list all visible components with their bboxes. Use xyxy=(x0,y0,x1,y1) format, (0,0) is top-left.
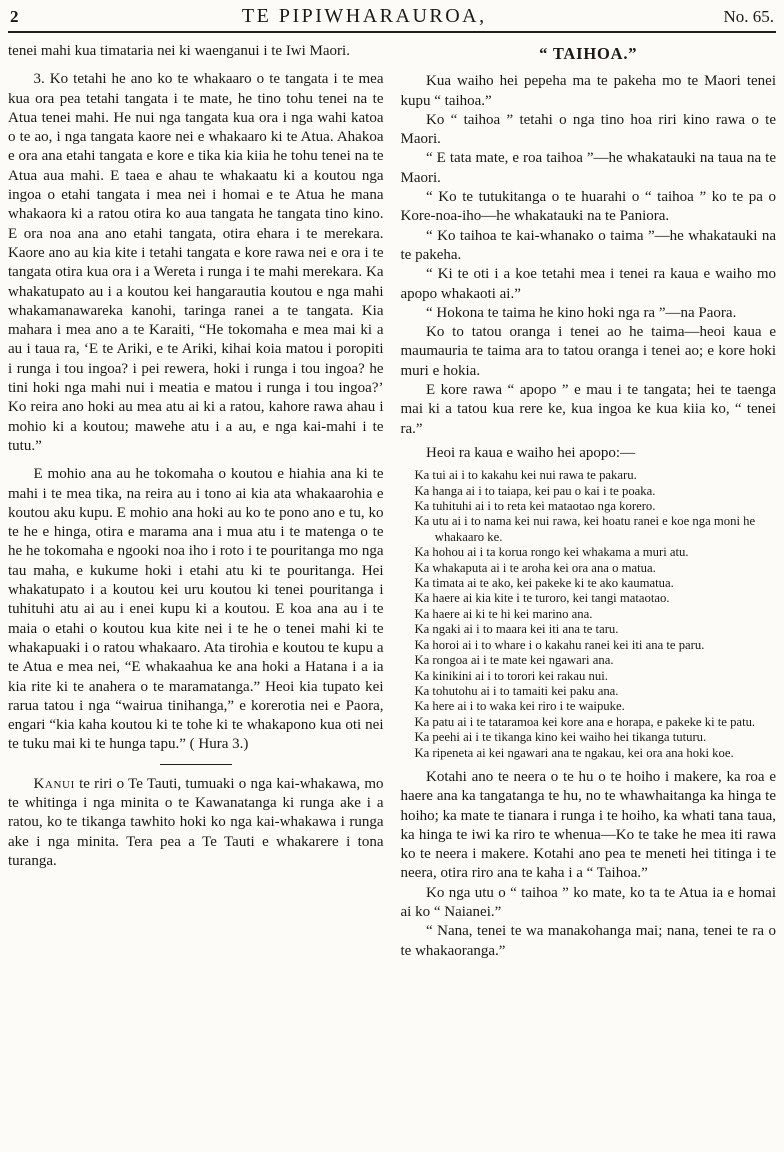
kanui-paragraph xyxy=(8,775,384,871)
body-paragraph: Ko “ taihoa ” tetahi o nga tino hoa riri kino rawa o te Maori. xyxy=(400,111,776,148)
proverb-item: Ka hanga ai i to taiapa, kei pau o kai i te poaka. xyxy=(414,483,656,498)
body-paragraph: “ Hokona te taima he kino hoki nga ra ”—na Paora. xyxy=(426,304,737,321)
body-paragraph: tenei mahi kua timataria nei ki waenganui i te Iwi Maori. xyxy=(8,43,350,59)
page-header xyxy=(8,5,776,28)
closing-paragraphs xyxy=(401,768,777,961)
body-paragraph: Ko to tatou oranga i tenei ao he taima—heoi kaua e maumauria te taima ara to tatou oranga i tenei ao; e kore hoki muri e hokia. xyxy=(400,324,776,379)
body-paragraph: Kotahi ano te neera o te hu o te hoiho i makere, ka roa e haere ana ka tangatanga te hu, no te whawhaitanga ka hinga te hoiho; ka mate te tianara i runga i te hoiho, ka whati tana taua, ka hinga te iwi ka riro te whenua—Ko te take he mea iti rawa ko te neera i makere. Kotahi ano pea te meneti hei titinga i te neera, otira riro ana te kaha i a “ Taihoa.” xyxy=(400,768,776,882)
columns-container xyxy=(8,42,776,961)
body-paragraph: E mohio ana au he tokomaha o koutou e hiahia ana ki te mahi i te mea tika, na reira au i tono ai kia ata whakaarohia e koutou aku kupu. E mohio ana hoki au ko te pono ano e tu, ko te he e hinga, otira e marama ana i mua atu i te matenga o te he he tokomaha e ngooki noa iho i roto i te pouritanga mo nga tau maha, e kukume hoki i etahi atu ki te pouritanga. Hei whakatupato i a koutou kei uru koutou ki tenei pouritanga i tuhituhi atu ai au i enei kupu ki a koutou. E koa ana au i te maia o etahi o koutou kua kite nei i te he o tenei mahi ki te whakapuaki i o ratou whakaaro. Ata tirohia e koutou te kupu a te Atua e mea nei, “E whakaahua ke ana hoki a Hatana i a ia kia rite ki te anahera o te maramatanga.” Heoi kia tupato kei rarua tatou i nga “wairua tinihanga,” e korerotia nei e Paora, engari “kia kaha koutou ki te tohe ki te whakapono kua oti nei te tuku mai ki te hunga tapu.” ( Hura 3.) xyxy=(8,466,384,753)
body-paragraph: “ Ki te oti i a koe tetahi mea i tenei ra kaua e waiho mo apopo whakaoti ai.” xyxy=(400,266,776,302)
body-paragraph: “ Ko taihoa te kai-whanako o taima ”—he whakatauki na te pakeha. xyxy=(400,227,776,263)
article-paragraphs xyxy=(401,72,777,463)
proverb-item: Ka ripeneta ai kei ngawari ana te ngakau, kei ora ana hoki koe. xyxy=(414,745,734,760)
newspaper-title: TE PIPIWHARAUROA, xyxy=(241,5,487,27)
body-paragraph: E kore rawa “ apopo ” e mau i te tangata; hei te taenga mai ki a tatou kua rere ke, kua ingoa ke kua kiia ko, “ tenei ra.” xyxy=(400,382,776,437)
proverb-item: Ka haere ai ki te hi kei marino ana. xyxy=(414,606,593,621)
body-paragraph: “ Nana, tenei te wa manakohanga mai; nana, tenei te ra o te whakaoranga.” xyxy=(400,923,776,959)
proverb-item: Ka rongoa ai i te mate kei ngawari ana. xyxy=(414,653,614,668)
proverb-item: Ka peehi ai i te tikanga kino kei waiho hei tikanga tuturu. xyxy=(414,730,707,745)
article-heading: “ TAIHOA.” xyxy=(539,44,638,63)
proverb-item: Ka ngaki ai i to maara kei iti ana te taru. xyxy=(414,622,619,637)
proverb-item: Ka patu ai i te tataramoa kei kore ana e horapa, e pakeke ki te patu. xyxy=(414,714,756,729)
body-paragraph: “ E tata mate, e roa taihoa ”—he whakatauki na taua na te Maori. xyxy=(400,150,776,186)
proverb-item: Ka horoi ai i to whare i o kakahu ranei kei iti ana te paru. xyxy=(414,637,705,652)
proverb-item: Ka utu ai i to nama kei nui rawa, kei hoatu ranei e koe nga moni he whakaaro ke. xyxy=(414,514,756,544)
body-paragraph: Ko nga utu o “ taihoa ” ko mate, ko ta te Atua ia e homai ai ko “ Naianei.” xyxy=(400,884,776,921)
proverb-item: Ka kinikini ai i to torori kei rakau nui. xyxy=(414,668,608,683)
left-column xyxy=(8,42,384,961)
proverb-item: Ka tohutohu ai i to tamaiti kei paku ana. xyxy=(414,683,619,698)
body-paragraph: Kua waiho hei pepeha ma te pakeha mo te Maori tenei kupu “ taihoa.” xyxy=(400,73,776,109)
left-column-paragraphs xyxy=(8,42,384,755)
proverb-item: Ka haere ai kia kite i te turoro, kei tangi mataotao. xyxy=(414,591,670,606)
proverb-item: Ka here ai i to waka kei riro i te waipuke. xyxy=(414,699,625,714)
proverb-item: Ka tuhituhi ai i to reta kei mataotao nga korero. xyxy=(414,499,656,514)
proverb-item: Ka timata ai te ako, kei pakeke ki te ako kaumatua. xyxy=(414,576,674,591)
paragraph-lead-word: Kanui xyxy=(33,775,75,792)
section-divider-rule xyxy=(160,764,232,765)
right-column xyxy=(401,42,777,961)
body-paragraph: Heoi ra kaua e waiho hei apopo:— xyxy=(426,444,636,461)
body-paragraph: “ Ko te tutukitanga o te huarahi o “ taihoa ” ko te pa o Kore-noa-iho—he whakatauki na te Paniora. xyxy=(400,189,776,225)
proverb-item: Ka whakaputa ai i te aroha kei ora ana o matua. xyxy=(414,560,656,575)
proverb-list xyxy=(401,468,777,761)
paragraph-body-text: te riri o Te Tauti, tumuaki o nga kai-whakawa, mo te whitinga i nga minita o te Kawanatanga ki runga ake i a ratou, ko te tikanga tawhito hoki ko nga kai-whakawa i runga ake i nga minita. Tera pea a Te Tauti e whakarere i tona turanga. xyxy=(8,775,384,869)
body-paragraph: 3. Ko tetahi he ano ko te whakaaro o te tangata i te mea kua ora pea tetahi tangata i te mate, he tino tohu tenei na te Atua tenei mahi. He nui nga tangata kua ora i nga wahi katoa o te ao, i nga tangata kaore nei e whakaaro ki te Atua. Ahakoa e ora ana etahi tangata e kore e tika kia kiia he tohu tenei na te Atua aua mahi. E taea e ahau te whakaatu ki a koutou nga ingoa o etahi tangata i mea nei i homai e te Atua he mana whakaora ki a ratou otira ko aua tangata he tangata tino kino. E ora noa ana ano etahi tangata, otira ehara i te merekara. Kaore ano au kia kite i tetahi tangata e kore rawa nei e ora i te tangata otira kua ora i a Wereta i runga i te mahi merekara. Ka whakatupato au i a koutou kei hangarautia koutou e nga mahi whakamanawareka kanohi, taringa ranei a te tangata. Kia mahara i mea ano a te Karaiti, “He tokomaha e mea mai ki a au i taua ra, ‘E te Ariki, e te Ariki, kihai koia matou i poropiti i runga i tou ingoa? i pei rewera, hoki i runga i tou ingoa? he tini hoki nga mahi nui i meatia e matou i runga i tou ingoa?’ Ko reira ano hoki au mea atu ai ki a ratou, kahore rawa ahau i mohio ki a koutou; mawehe atu i a au, e nga kai-mahi i te tutu.” xyxy=(8,71,384,454)
page-number: 2 xyxy=(10,7,19,26)
proverb-item: Ka tui ai i to kakahu kei nui rawa te pakaru. xyxy=(414,468,637,483)
issue-number: No. 65. xyxy=(723,7,774,26)
header-rule xyxy=(8,31,776,33)
proverb-item: Ka hohou ai i ta korua rongo kei whakama a muri atu. xyxy=(414,545,689,560)
